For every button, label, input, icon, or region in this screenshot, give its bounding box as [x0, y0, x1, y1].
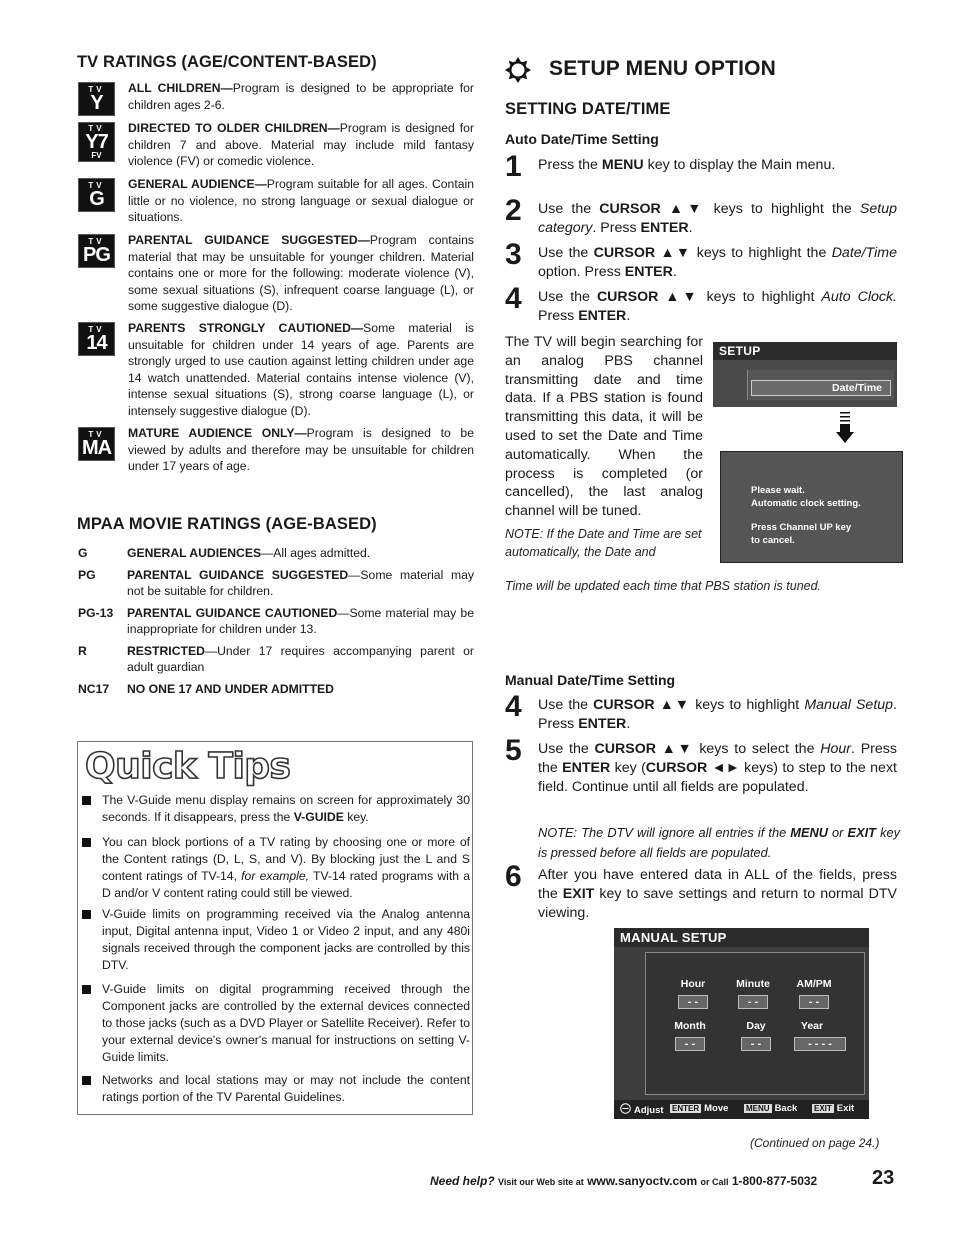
tv-rating-text: Program contains material that may be unsuitable for younger children. Material contains one or more for the following: moderate violence (V), some sexual situations (S), infrequent coarse language (L), or some suggestive dialogue (D). [128, 233, 474, 314]
step-number: 4 [505, 282, 522, 315]
auto-clock-message [751, 485, 861, 547]
note-part: NOTE: The DTV will ignore all entries if the [538, 825, 791, 840]
tip-text: The V-Guide menu display remains on screen for approximately 30 seconds. If it disappears, press the [102, 793, 470, 824]
date-time-menu-item: Date/Time [751, 380, 891, 396]
mpaa-text: —All ages admitted. [261, 546, 371, 560]
tv-rating-text: Program is designed for children 7 and above. Material may include mild fantasy violence (FV) or comedic violence. [128, 121, 475, 169]
quick-tip-item [82, 906, 470, 974]
step-text-part: keys to highlight the [691, 245, 832, 261]
footer-help [430, 1174, 817, 1188]
step-text-part: MENU [601, 157, 644, 173]
step-item [505, 150, 897, 183]
gear-icon [505, 57, 531, 83]
step-text-part: . Press [592, 220, 641, 236]
step-text-part: Auto Clock. [821, 289, 897, 305]
footer-label: Back [774, 1103, 798, 1114]
step-text-part: Setup category [538, 201, 897, 236]
tv-ratings-heading: TV RATINGS (AGE/CONTENT-BASED) [77, 53, 377, 71]
step-text-part: Date/Time [831, 245, 897, 261]
mpaa-rating-item [78, 568, 474, 599]
note-part: EXIT [847, 825, 876, 840]
badge-rating: Y [90, 91, 103, 114]
osd-message-line: Press Channel UP key [751, 522, 852, 533]
manual-field-value[interactable]: - - [799, 995, 829, 1009]
badge-rating: G [89, 187, 104, 210]
manual-setup-screenshot [614, 928, 869, 1119]
bullet-square-icon [82, 1076, 91, 1085]
auto-clock-screenshot [720, 451, 903, 563]
step-item [505, 690, 897, 734]
step-text-part: CURSOR ▲▼ [599, 201, 706, 217]
tv-rating-item [78, 425, 474, 475]
mpaa-description [127, 682, 474, 698]
footer-control [670, 1103, 728, 1114]
mpaa-text: —Some material may be inappropriate for children under 13. [127, 606, 474, 636]
tv-rating-badge [78, 122, 115, 162]
mpaa-rating-item [78, 682, 474, 698]
mpaa-code: R [78, 644, 87, 658]
bullet-square-icon [82, 985, 91, 994]
mpaa-description [127, 606, 474, 637]
quick-tip-item [82, 981, 470, 1066]
quick-tip-item [82, 792, 470, 826]
mpaa-code: NC17 [78, 682, 110, 696]
step-text-part: . [626, 716, 631, 732]
footer-key: MENU [746, 1104, 770, 1113]
mpaa-code: PG [78, 568, 96, 582]
step-text [538, 866, 897, 923]
step-text [538, 696, 897, 734]
step-text-part: CURSOR ▲▼ [596, 289, 700, 305]
step-text-part: key to display the Main menu. [643, 157, 836, 173]
auto-description: The TV will begin searching for an analog PBS channel transmitting date and time data. If a PBS station is found transmitting this data, it will be used to set the Date and Time automatically. When the process is completed (or cancelled), the last analog channel will be tuned. [505, 334, 703, 520]
badge-extra: FV [91, 150, 102, 160]
tv-rating-description [128, 425, 474, 475]
tip-text-end: TV-14 rated programs with a D and/or V content rating could still be viewed. [102, 869, 471, 900]
footer-key: EXIT [814, 1104, 832, 1113]
mpaa-description [127, 568, 474, 599]
tv-rating-label: PARENTAL GUIDANCE SUGGESTED— [128, 233, 370, 247]
tv-rating-description [128, 232, 474, 315]
mpaa-description [127, 644, 474, 675]
mpaa-rating-item [78, 606, 474, 637]
note-part: key is pressed before all fields are populated. [538, 825, 900, 860]
manual-setup-title: MANUAL SETUP [614, 928, 869, 947]
tv-rating-badge [78, 234, 115, 268]
tv-rating-item [78, 176, 474, 226]
step-text-part: After you have entered data in ALL of the fields, press the [538, 867, 897, 902]
step-number: 2 [505, 194, 522, 227]
tv-rating-description [128, 80, 474, 113]
mpaa-label: NO ONE 17 AND UNDER ADMITTED [127, 682, 334, 696]
step-text-part: Use the [538, 245, 594, 261]
step-number: 5 [505, 734, 522, 767]
footer-control [620, 1103, 664, 1117]
badge-rating: MA [81, 436, 112, 459]
step-text-part: CURSOR ◄► [645, 760, 740, 776]
tv-rating-badge [78, 178, 115, 212]
step-text-part: Use the [538, 289, 597, 305]
quick-tip-item [82, 1072, 470, 1106]
footer-control [744, 1103, 797, 1114]
manual-field-label: Year [800, 1020, 824, 1032]
phone-number: 1-800-877-5032 [731, 1174, 818, 1188]
step-item [505, 282, 897, 326]
step-text-part: EXIT [562, 886, 595, 902]
step-text-part: Use the [538, 741, 595, 757]
quick-tip-text [102, 1072, 470, 1106]
note-part: or [827, 825, 848, 840]
footer-label: Adjust [634, 1104, 664, 1116]
manual-note [538, 823, 900, 862]
quick-tips-box [77, 741, 473, 1115]
website-link[interactable]: www.sanyoctv.com [587, 1174, 698, 1188]
tv-rating-label: GENERAL AUDIENCE— [128, 177, 267, 191]
mpaa-text: —Some material may not be suitable for children. [127, 568, 475, 598]
step-text-part: . [672, 264, 677, 280]
setting-date-time-heading: SETTING DATE/TIME [505, 100, 671, 118]
mpaa-label: PARENTAL GUIDANCE SUGGESTED [127, 568, 349, 582]
badge-prefix: TV [88, 236, 105, 246]
step-text-part: ENTER [624, 264, 673, 280]
tv-rating-item [78, 80, 474, 113]
setup-menu-heading: SETUP MENU OPTION [549, 57, 777, 80]
tv-rating-text: Some material is unsuitable for children under 14 years of age. Parents are strongly urged to use caution against letting children under age 14 watch unattended. Material contains intense violence (V), intense sexual situations (S), strong coarse language (L), or intensely suggestive dialogue (D). [128, 321, 474, 418]
badge-prefix: TV [88, 84, 105, 94]
tip-key: V-GUIDE [293, 810, 344, 824]
step-text-part: Press the [538, 157, 602, 173]
step-text-part: option. Press [538, 264, 625, 280]
auto-note: NOTE: If the Date and Time are set automatically, the Date and [505, 527, 702, 559]
tip-text: Networks and local stations may or may not include the content ratings portion of the TV Parental Guidelines. [102, 1073, 470, 1104]
arrow-down-icon [836, 412, 854, 444]
manual-field-value[interactable]: - - [678, 995, 708, 1009]
setup-menu-title: SETUP [713, 342, 897, 360]
step-text-part: Manual Setup [804, 697, 894, 713]
tv-rating-text: Program suitable for all ages. Contain little or no violence, no strong language or sexual dialogue or situations. [128, 177, 474, 225]
step-text-part: CURSOR ▲▼ [593, 245, 692, 261]
badge-prefix: TV [88, 324, 105, 334]
manual-field-label: Day [746, 1020, 766, 1032]
step-text-part: Use the [538, 201, 600, 217]
step-text-part: key to save settings and return to normal DTV viewing. [538, 886, 897, 921]
step-text-part: keys to highlight [699, 289, 822, 305]
tv-rating-badge [78, 82, 115, 116]
manual-field-label: Month [674, 1020, 706, 1032]
mpaa-heading: MPAA MOVIE RATINGS (AGE-BASED) [77, 515, 377, 533]
tv-rating-description [128, 320, 474, 420]
mpaa-text: —Under 17 requires accompanying parent or adult guardian [127, 644, 474, 674]
auto-date-time-heading: Auto Date/Time Setting [505, 131, 659, 147]
badge-prefix: TV [88, 429, 105, 439]
osd-message-line: to cancel. [751, 534, 795, 546]
step-text [538, 200, 897, 238]
step-text [538, 740, 897, 797]
tv-rating-badge [78, 427, 115, 461]
mpaa-label: GENERAL AUDIENCES [127, 546, 262, 560]
step-text [538, 244, 897, 282]
footer-label: Exit [836, 1103, 855, 1114]
step-text-part: key ( [610, 760, 646, 776]
step-text-part: . Press [538, 697, 897, 732]
tv-rating-text: Program is designed to be viewed by adults and therefore may be unsuitable for children under 17 years of age. [128, 426, 474, 474]
step-text-part: CURSOR ▲▼ [594, 741, 694, 757]
step-text-part: Press [538, 308, 579, 324]
mpaa-code: G [78, 546, 88, 560]
tip-text-end: key. [343, 810, 369, 824]
note-part: MENU [790, 825, 828, 840]
step-item [505, 238, 897, 282]
footer-control [812, 1103, 854, 1114]
step-text-part: ENTER [562, 760, 611, 776]
page-number: 23 [872, 1167, 895, 1189]
step-number: 4 [505, 690, 522, 723]
tv-rating-label: ALL CHILDREN— [128, 81, 233, 95]
step-text-part: keys to select the [693, 741, 821, 757]
quick-tip-item [82, 834, 470, 902]
quick-tips-title: Quick Tips [85, 746, 291, 787]
badge-prefix: TV [88, 123, 105, 133]
step-text-part: . Press the [538, 741, 897, 776]
badge-prefix: TV [88, 180, 105, 190]
quick-tip-text [102, 981, 470, 1066]
badge-rating: Y7 [85, 130, 108, 153]
step-text-part: ENTER [578, 716, 627, 732]
step-text-part: keys to highlight [690, 697, 805, 713]
step-text-part: ENTER [640, 220, 689, 236]
step-number: 3 [505, 238, 522, 271]
badge-rating: 14 [86, 331, 107, 354]
step-number: 6 [505, 860, 522, 893]
step-text-part: . [626, 308, 631, 324]
mpaa-description [127, 546, 474, 562]
tv-rating-badge [78, 322, 115, 356]
tv-rating-item [78, 232, 474, 315]
tip-italic: for example, [241, 869, 310, 883]
step-number: 1 [505, 150, 522, 183]
osd-message-line: Please wait. [751, 485, 805, 496]
continued-note: (Continued on page 24.) [750, 1136, 880, 1150]
manual-field-label: AM/PM [796, 978, 832, 990]
manual-field-value[interactable]: - - [675, 1037, 705, 1051]
step-text [538, 288, 897, 326]
visit-text: Visit our Web site at [498, 1177, 584, 1187]
step-item [505, 734, 897, 797]
manual-field-label: Hour [680, 978, 706, 990]
tv-rating-item [78, 120, 474, 170]
step-item [505, 194, 897, 238]
manual-field-label: Minute [736, 978, 770, 990]
tv-rating-label: MATURE AUDIENCE ONLY— [128, 426, 307, 440]
tv-rating-text: Program is designed to be appropriate for children ages 2-6. [128, 81, 474, 112]
adjust-arrows-icon [620, 1103, 631, 1117]
step-text-part: keys to highlight the [705, 201, 860, 217]
tv-rating-description [128, 120, 474, 170]
tv-rating-label: DIRECTED TO OLDER CHILDREN— [128, 121, 340, 135]
tip-text: You can block portions of a TV rating by choosing one or more of the Content ratings (D, L, S, and V). By blocking just the L and S content ratings of TV-14, [102, 835, 470, 883]
quick-tip-text [102, 792, 470, 826]
tip-text: V-Guide limits on digital programming received through the Component jacks are controlled by the external devices connected to those jacks (such as a DVD Player or Satellite Receiver). Refer to your external device's owner's manual for instructions on setting V-Guide limits. [102, 982, 470, 1064]
osd-message-line: Automatic clock setting. [751, 497, 861, 509]
mpaa-rating-item [78, 546, 474, 562]
step-text-part: Hour [820, 741, 851, 757]
mpaa-label: PARENTAL GUIDANCE CAUTIONED [127, 606, 338, 620]
tv-rating-item [78, 320, 474, 420]
mpaa-rating-item [78, 644, 474, 675]
step-text [538, 156, 897, 175]
setup-menu-screenshot [713, 342, 897, 407]
step-text-part: ENTER [578, 308, 627, 324]
badge-rating: PG [83, 243, 110, 266]
need-help-text: Need help? [430, 1174, 495, 1188]
osd-message-line [751, 510, 861, 522]
manual-date-time-heading: Manual Date/Time Setting [505, 672, 676, 688]
bullet-square-icon [82, 796, 91, 805]
step-text-part: CURSOR ▲▼ [593, 697, 691, 713]
quick-tip-text [102, 906, 470, 974]
or-call-text: or Call [700, 1177, 729, 1187]
tv-rating-description [128, 176, 474, 226]
footer-key: ENTER [672, 1104, 700, 1113]
manual-field-value[interactable]: - - [738, 995, 768, 1009]
bullet-square-icon [82, 838, 91, 847]
manual-field-value[interactable]: - - [741, 1037, 771, 1051]
auto-note-continued: Time will be updated each time that PBS station is tuned. [505, 579, 822, 593]
quick-tip-text [102, 834, 470, 902]
tv-rating-label: PARENTS STRONGLY CAUTIONED— [128, 321, 364, 335]
step-text-part: . [688, 220, 693, 236]
footer-label: Move [704, 1103, 729, 1114]
step-text-part: keys) to step to the next field. Continue until all fields are populated. [538, 760, 897, 795]
step-text-part: Use the [538, 697, 594, 713]
tip-text: V-Guide limits on programming received via the Analog antenna input, Digital antenna input, Video 1 or Video 2 input, and any 480i signals received through the component jacks are controlled by this DTV. [102, 907, 470, 972]
manual-setup-footer [614, 1100, 869, 1119]
bullet-square-icon [82, 910, 91, 919]
manual-field-value[interactable]: - - - - [794, 1037, 846, 1051]
mpaa-code: PG-13 [78, 606, 114, 620]
step-item [505, 860, 897, 923]
mpaa-label: RESTRICTED [127, 644, 205, 658]
